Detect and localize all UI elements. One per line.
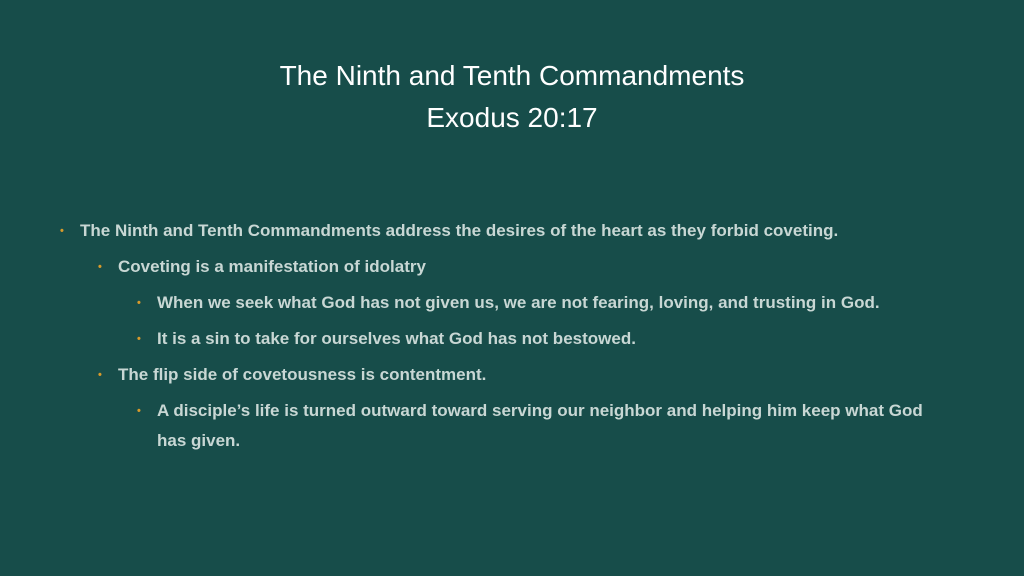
- list-item: [58, 216, 940, 246]
- list-item: [58, 360, 938, 390]
- list-item: [58, 396, 927, 456]
- slide-title: [0, 55, 1024, 139]
- title-line-main: The Ninth and Tenth Commandments: [279, 60, 745, 91]
- bullet-list: [58, 216, 958, 462]
- bullet-text: Coveting is a manifestation of idolatry: [118, 257, 426, 276]
- bullet-dot-icon: •: [98, 261, 102, 273]
- bullet-dot-icon: •: [60, 225, 64, 237]
- title-line-reference: Exodus 20:17: [426, 102, 598, 133]
- bullet-text: The flip side of covetousness is contentment.: [118, 365, 487, 384]
- bullet-dot-icon: •: [137, 333, 141, 345]
- bullet-dot-icon: •: [137, 297, 141, 309]
- bullet-dot-icon: •: [137, 405, 141, 417]
- bullet-text: When we seek what God has not given us, we are not fearing, loving, and trusting in God.: [157, 293, 880, 312]
- bullet-dot-icon: •: [98, 369, 102, 381]
- bullet-text: The Ninth and Tenth Commandments address the desires of the heart as they forbid coveting.: [80, 221, 839, 240]
- bullet-text: It is a sin to take for ourselves what God has not bestowed.: [157, 329, 636, 348]
- bullet-text: A disciple’s life is turned outward toward serving our neighbor and helping him keep what God has given.: [157, 401, 923, 450]
- list-item: [58, 324, 927, 354]
- list-item: [58, 288, 927, 318]
- list-item: [58, 252, 938, 282]
